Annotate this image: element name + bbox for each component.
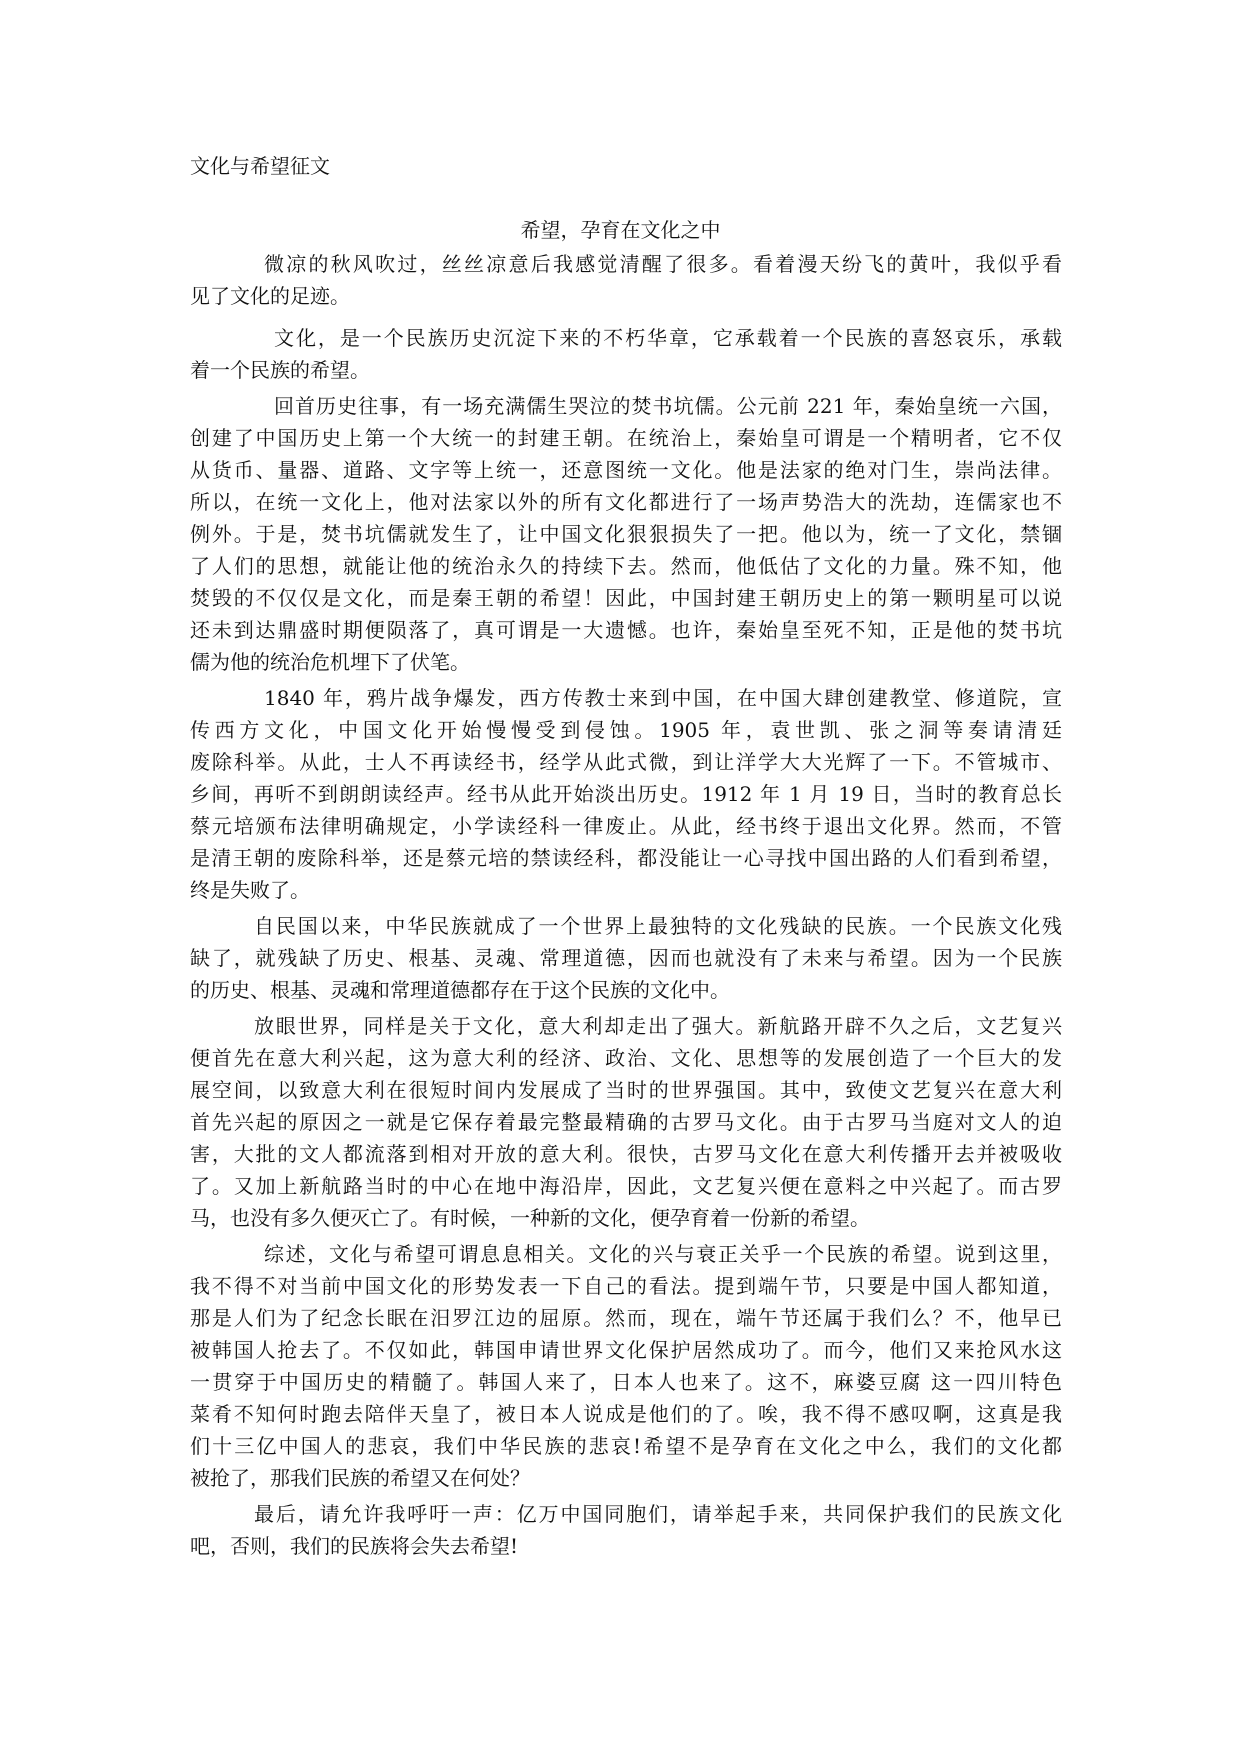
text-line: 的历史、根基、灵魂和常理道德都存在于这个民族的文化中。 — [190, 978, 730, 1002]
text-line: 着一个民族的希望。 — [190, 358, 370, 382]
article-title: 希望，孕育在文化之中 — [520, 218, 721, 242]
text-line: 终是失败了。 — [190, 878, 310, 902]
article-body — [190, 248, 1062, 1566]
text-line: 见了文化的足迹。 — [190, 284, 350, 308]
text-line: 马，也没有多久便灭亡了。有时候，一种新的文化，便孕育着一份新的希望。 — [190, 1206, 870, 1230]
document-label: 文化与希望征文 — [190, 154, 330, 178]
text-line: 儒为他的统治危机埋下了伏笔。 — [190, 650, 470, 674]
paragraph — [190, 1010, 1062, 1234]
text-line: 乡间，再听不到朗朗读经声。经书从此开始淡出历史。1912 年 1 月 19 日，当时的教育总长 — [190, 782, 1062, 806]
text-line: 我不得不对当前中国文化的形势发表一下自己的看法。提到端午节，只要是中国人都知道， — [190, 1274, 1062, 1298]
text-line: 害，大批的文人都流落到相对开放的意大利。很快，古罗马文化在意大利传播开去并被吸收 — [190, 1142, 1062, 1166]
paragraph — [190, 1498, 1062, 1562]
text-line: 微凉的秋风吹过，丝丝凉意后我感觉清醒了很多。看着漫天纷飞的黄叶，我似乎看 — [264, 252, 1062, 276]
text-line: 首先兴起的原因之一就是它保存着最完整最精确的古罗马文化。由于古罗马当庭对文人的迫 — [190, 1110, 1062, 1134]
paragraph — [190, 1238, 1062, 1494]
paragraph — [190, 682, 1062, 906]
text-line: 放眼世界，同样是关于文化，意大利却走出了强大。新航路开辟不久之后，文艺复兴 — [254, 1014, 1062, 1038]
paragraph — [190, 248, 1062, 312]
text-line: 废除科举。从此，士人不再读经书，经学从此式微，到让洋学大大光辉了一下。不管城市、 — [190, 750, 1062, 774]
text-line: 1840 年，鸦片战争爆发，西方传教士来到中国，在中国大肆创建教堂、修道院，宣 — [264, 686, 1062, 710]
text-line: 所以，在统一文化上，他对法家以外的所有文化都进行了一场声势浩大的洗劫，连儒家也不 — [190, 490, 1062, 514]
text-line: 便首先在意大利兴起，这为意大利的经济、政治、文化、思想等的发展创造了一个巨大的发 — [190, 1046, 1062, 1070]
text-line: 文化，是一个民族历史沉淀下来的不朽华章，它承载着一个民族的喜怒哀乐，承载 — [274, 326, 1062, 350]
text-line: 被抢了，那我们民族的希望又在何处？ — [190, 1466, 530, 1490]
text-line: 焚毁的不仅仅是文化，而是秦王朝的希望！因此，中国封建王朝历史上的第一颗明星可以说 — [190, 586, 1062, 610]
paragraph — [190, 910, 1062, 1006]
text-line: 展空间，以致意大利在很短时间内发展成了当时的世界强国。其中，致使文艺复兴在意大利 — [190, 1078, 1062, 1102]
text-line: 被韩国人抢去了。不仅如此，韩国申请世界文化保护居然成功了。而今，他们又来抢风水这 — [190, 1338, 1062, 1362]
text-line: 自民国以来，中华民族就成了一个世界上最独特的文化残缺的民族。一个民族文化残 — [254, 914, 1062, 938]
text-line: 回首历史往事，有一场充满儒生哭泣的焚书坑儒。公元前 221 年，秦始皇统一六国， — [274, 394, 1062, 418]
text-line: 一贯穿于中国历史的精髓了。韩国人来了，日本人也来了。这不，麻婆豆腐 这一四川特色 — [190, 1370, 1062, 1394]
text-line: 从货币、量器、道路、文字等上统一，还意图统一文化。他是法家的绝对门生，崇尚法律。 — [190, 458, 1062, 482]
text-line: 蔡元培颁布法律明确规定，小学读经科一律废止。从此，经书终于退出文化界。然而，不管 — [190, 814, 1062, 838]
text-line: 传西方文化，中国文化开始慢慢受到侵蚀。1905 年，袁世凯、张之洞等奏请清廷 — [190, 718, 1062, 742]
text-line: 最后，请允许我呼吁一声：亿万中国同胞们，请举起手来，共同保护我们的民族文化 — [254, 1502, 1062, 1526]
text-line: 了人们的思想，就能让他的统治永久的持续下去。然而，他低估了文化的力量。殊不知，他 — [190, 554, 1062, 578]
text-line: 是清王朝的废除科举，还是蔡元培的禁读经科，都没能让一心寻找中国出路的人们看到希望， — [190, 846, 1062, 870]
paragraph — [190, 390, 1062, 678]
text-line: 菜肴不知何时跑去陪伴天皇了，被日本人说成是他们的了。唉，我不得不感叹啊，这真是我 — [190, 1402, 1062, 1426]
text-line: 综述，文化与希望可谓息息相关。文化的兴与衰正关乎一个民族的希望。说到这里， — [264, 1242, 1062, 1266]
text-line: 吧，否则，我们的民族将会失去希望! — [190, 1534, 519, 1558]
text-line: 那是人们为了纪念长眠在汨罗江边的屈原。然而，现在，端午节还属于我们么？不，他早已 — [190, 1306, 1062, 1330]
text-line: 创建了中国历史上第一个大统一的封建王朝。在统治上，秦始皇可谓是一个精明者，它不仅 — [190, 426, 1062, 450]
text-line: 还未到达鼎盛时期便陨落了，真可谓是一大遗憾。也许，秦始皇至死不知，正是他的焚书坑 — [190, 618, 1062, 642]
text-line: 了。又加上新航路当时的中心在地中海沿岸，因此，文艺复兴便在意料之中兴起了。而古罗 — [190, 1174, 1062, 1198]
text-line: 例外。于是，焚书坑儒就发生了，让中国文化狠狠损失了一把。他以为，统一了文化，禁锢 — [190, 522, 1062, 546]
paragraph — [190, 322, 1062, 386]
text-line: 缺了，就残缺了历史、根基、灵魂、常理道德，因而也就没有了未来与希望。因为一个民族 — [190, 946, 1062, 970]
text-line: 们十三亿中国人的悲哀，我们中华民族的悲哀!希望不是孕育在文化之中么，我们的文化都 — [190, 1434, 1062, 1458]
